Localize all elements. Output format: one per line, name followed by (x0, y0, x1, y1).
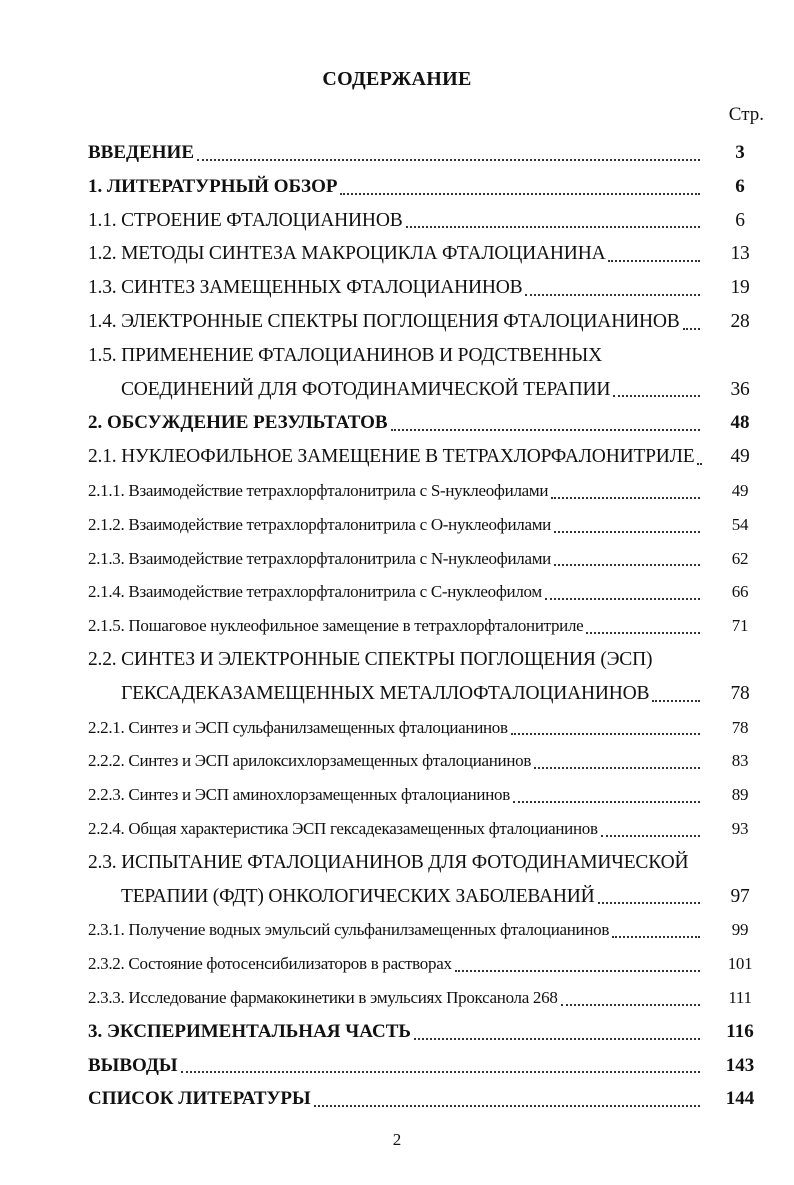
toc-entry-page: 3 (735, 142, 745, 163)
toc-entry-title: 1.3. СИНТЕЗ ЗАМЕЩЕННЫХ ФТАЛОЦИАНИНОВ (88, 277, 523, 299)
toc-dot-leader (683, 328, 700, 330)
page-number: 2 (392, 1130, 402, 1149)
toc-entry[interactable] (88, 643, 760, 677)
toc-entry[interactable] (88, 947, 760, 981)
toc-entry[interactable] (88, 846, 760, 880)
toc-entry[interactable] (88, 880, 760, 914)
toc-entry[interactable] (88, 677, 760, 711)
toc-entry[interactable] (88, 204, 760, 238)
toc-entry-title: 1.1. СТРОЕНИЕ ФТАЛОЦИАНИНОВ (88, 209, 403, 231)
toc-entry-page: 49 (731, 480, 749, 500)
toc-entry[interactable] (88, 440, 760, 474)
toc-dot-leader (406, 226, 700, 228)
toc-entry-title: 1.4. ЭЛЕКТРОННЫЕ СПЕКТРЫ ПОГЛОЩЕНИЯ ФТАЛОЦИАНИНОВ (88, 310, 680, 332)
toc-entry-page: 13 (730, 243, 750, 265)
toc-dot-leader (561, 1004, 700, 1006)
toc-dot-leader (511, 733, 700, 735)
toc-entry[interactable] (88, 1049, 760, 1083)
toc-dot-leader (525, 294, 700, 296)
toc-entry[interactable] (88, 1082, 760, 1116)
toc-entry[interactable] (88, 170, 760, 204)
toc-entry[interactable] (88, 237, 760, 271)
toc-entry-title: 3. ЭКСПЕРИМЕНТАЛЬНАЯ ЧАСТЬ (88, 1020, 411, 1042)
toc-entry-title: 2.2.2. Синтез и ЭСП арилоксихлорзамещенных фталоцианинов (88, 751, 532, 771)
page-title: СОДЕРЖАНИЕ (322, 68, 472, 90)
toc-entry-page: 116 (726, 1020, 754, 1042)
toc-entry[interactable] (88, 575, 760, 609)
toc-entry-page: 99 (731, 920, 749, 940)
toc-entry-page: 6 (735, 175, 745, 197)
toc-entry-title: 2.2.3. Синтез и ЭСП аминохлорзамещенных фталоцианинов (88, 785, 510, 805)
toc-dot-leader (586, 632, 700, 634)
toc-entry[interactable] (88, 913, 760, 947)
toc-dot-leader (598, 902, 700, 904)
toc-entry-title: СОЕДИНЕНИЙ ДЛЯ ФОТОДИНАМИЧЕСКОЙ ТЕРАПИИ (121, 378, 611, 400)
toc-entry-page: 66 (731, 582, 749, 602)
toc-entry-title: 2.2.1. Синтез и ЭСП сульфанилзамещенных фталоцианинов (88, 717, 508, 737)
toc-entry-page: 101 (727, 954, 753, 974)
toc-entry[interactable] (88, 778, 760, 812)
toc-entry[interactable] (88, 508, 760, 542)
toc-entry-page: 71 (731, 616, 749, 636)
toc-dot-leader (197, 159, 700, 161)
toc-entry-title: 2.2.4. Общая характеристика ЭСП гексадеказамещенных фталоцианинов (88, 818, 598, 838)
toc-entry-title: 2.1.2. Взаимодействие тетрахлорфталонитрила с O-нуклеофилами (88, 514, 551, 534)
toc-entry[interactable] (88, 305, 760, 339)
toc-entry[interactable] (88, 271, 760, 305)
toc-entry-title: 2. ОБСУЖДЕНИЕ РЕЗУЛЬТАТОВ (88, 412, 388, 434)
toc-entry-page: 144 (725, 1088, 755, 1110)
toc-entry[interactable] (88, 609, 760, 643)
toc-entry-title: 2.3.1. Получение водных эмульсий сульфанилзамещенных фталоцианинов (88, 920, 610, 940)
toc-entry-page: 62 (731, 548, 749, 568)
toc-dot-leader (551, 497, 700, 499)
toc-entry-page: 143 (725, 1054, 755, 1076)
toc-dot-leader (697, 463, 700, 465)
toc-entry[interactable] (88, 474, 760, 508)
toc-dot-leader (554, 564, 700, 566)
toc-entry-page: 89 (731, 785, 749, 805)
toc-dot-leader (612, 936, 700, 938)
toc-entry-title: ВВЕДЕНИЕ (88, 142, 194, 163)
toc-entry-title: ГЕКСАДЕКАЗАМЕЩЕННЫХ МЕТАЛЛОФТАЛОЦИАНИНОВ (121, 682, 650, 704)
page-column-label: Стр. (728, 104, 764, 125)
toc-entry-page: 93 (731, 818, 749, 838)
toc-entry-title: 2.1.5. Пошаговое нуклеофильное замещение в тетрахлорфталонитриле (88, 616, 584, 636)
toc-entry-page: 49 (730, 446, 750, 468)
toc-entry-title: ВЫВОДЫ (88, 1054, 178, 1076)
toc-dot-leader (314, 1105, 700, 1107)
toc-entry-page: 6 (735, 209, 745, 231)
toc-entry[interactable] (88, 542, 760, 576)
toc-entry-page: 28 (730, 310, 750, 332)
toc-dot-leader (534, 767, 700, 769)
toc-entry[interactable] (88, 373, 760, 407)
toc-entry[interactable] (88, 812, 760, 846)
toc-entry-page: 111 (728, 987, 752, 1007)
toc-dot-leader (554, 531, 700, 533)
toc-entry-title: 1.2. МЕТОДЫ СИНТЕЗА МАКРОЦИКЛА ФТАЛОЦИАНИНА (88, 243, 606, 265)
toc-entry-title: 1.5. ПРИМЕНЕНИЕ ФТАЛОЦИАНИНОВ И РОДСТВЕННЫХ (88, 344, 602, 366)
toc-entry-page: 54 (731, 514, 749, 534)
toc-entry[interactable] (88, 406, 760, 440)
toc-entry-title: 2.1.4. Взаимодействие тетрахлорфталонитрила с C-нуклеофилом (88, 582, 542, 602)
toc-dot-leader (455, 970, 700, 972)
toc-entry-title: 2.1.1. Взаимодействие тетрахлорфталонитрила с S-нуклеофилами (88, 480, 549, 500)
toc-entry-title: 2.1. НУКЛЕОФИЛЬНОЕ ЗАМЕЩЕНИЕ В ТЕТРАХЛОРФАЛОНИТРИЛЕ (88, 446, 695, 468)
toc-entry-page: 97 (730, 885, 750, 907)
toc-entry[interactable] (88, 136, 760, 170)
table-of-contents (88, 136, 760, 1116)
toc-entry-page: 19 (730, 277, 750, 299)
toc-entry-title: СПИСОК ЛИТЕРАТУРЫ (88, 1088, 311, 1110)
toc-dot-leader (601, 835, 700, 837)
toc-entry[interactable] (88, 744, 760, 778)
toc-entry-title: 2.3.2. Состояние фотосенсибилизаторов в растворах (88, 954, 452, 974)
toc-entry-title: 1. ЛИТЕРАТУРНЫЙ ОБЗОР (88, 175, 338, 197)
toc-entry-title: 2.3.3. Исследование фармакокинетики в эмульсиях Проксанола 268 (88, 987, 558, 1007)
toc-entry-title: 2.1.3. Взаимодействие тетрахлорфталонитрила с N-нуклеофилами (88, 548, 551, 568)
toc-entry-page: 48 (730, 412, 750, 434)
toc-dot-leader (652, 700, 700, 702)
toc-entry-title: ТЕРАПИИ (ФДТ) ОНКОЛОГИЧЕСКИХ ЗАБОЛЕВАНИЙ (121, 885, 595, 907)
toc-dot-leader (391, 429, 700, 431)
toc-entry[interactable] (88, 339, 760, 373)
toc-entry-page: 78 (731, 717, 749, 737)
toc-dot-leader (513, 801, 700, 803)
toc-entry-title: 2.3. ИСПЫТАНИЕ ФТАЛОЦИАНИНОВ ДЛЯ ФОТОДИНАМИЧЕСКОЙ (88, 851, 689, 873)
toc-entry[interactable] (88, 981, 760, 1015)
toc-entry-page: 83 (731, 751, 749, 771)
toc-entry[interactable] (88, 1015, 760, 1049)
toc-entry-page: 78 (730, 682, 750, 704)
toc-dot-leader (545, 598, 700, 600)
toc-dot-leader (608, 260, 700, 262)
toc-entry-page: 36 (730, 378, 750, 400)
toc-dot-leader (613, 395, 700, 397)
toc-entry-title: 2.2. СИНТЕЗ И ЭЛЕКТРОННЫЕ СПЕКТРЫ ПОГЛОЩЕНИЯ (ЭСП) (88, 648, 653, 670)
toc-entry[interactable] (88, 711, 760, 745)
toc-dot-leader (414, 1038, 700, 1040)
toc-dot-leader (181, 1071, 700, 1073)
toc-dot-leader (340, 193, 700, 195)
